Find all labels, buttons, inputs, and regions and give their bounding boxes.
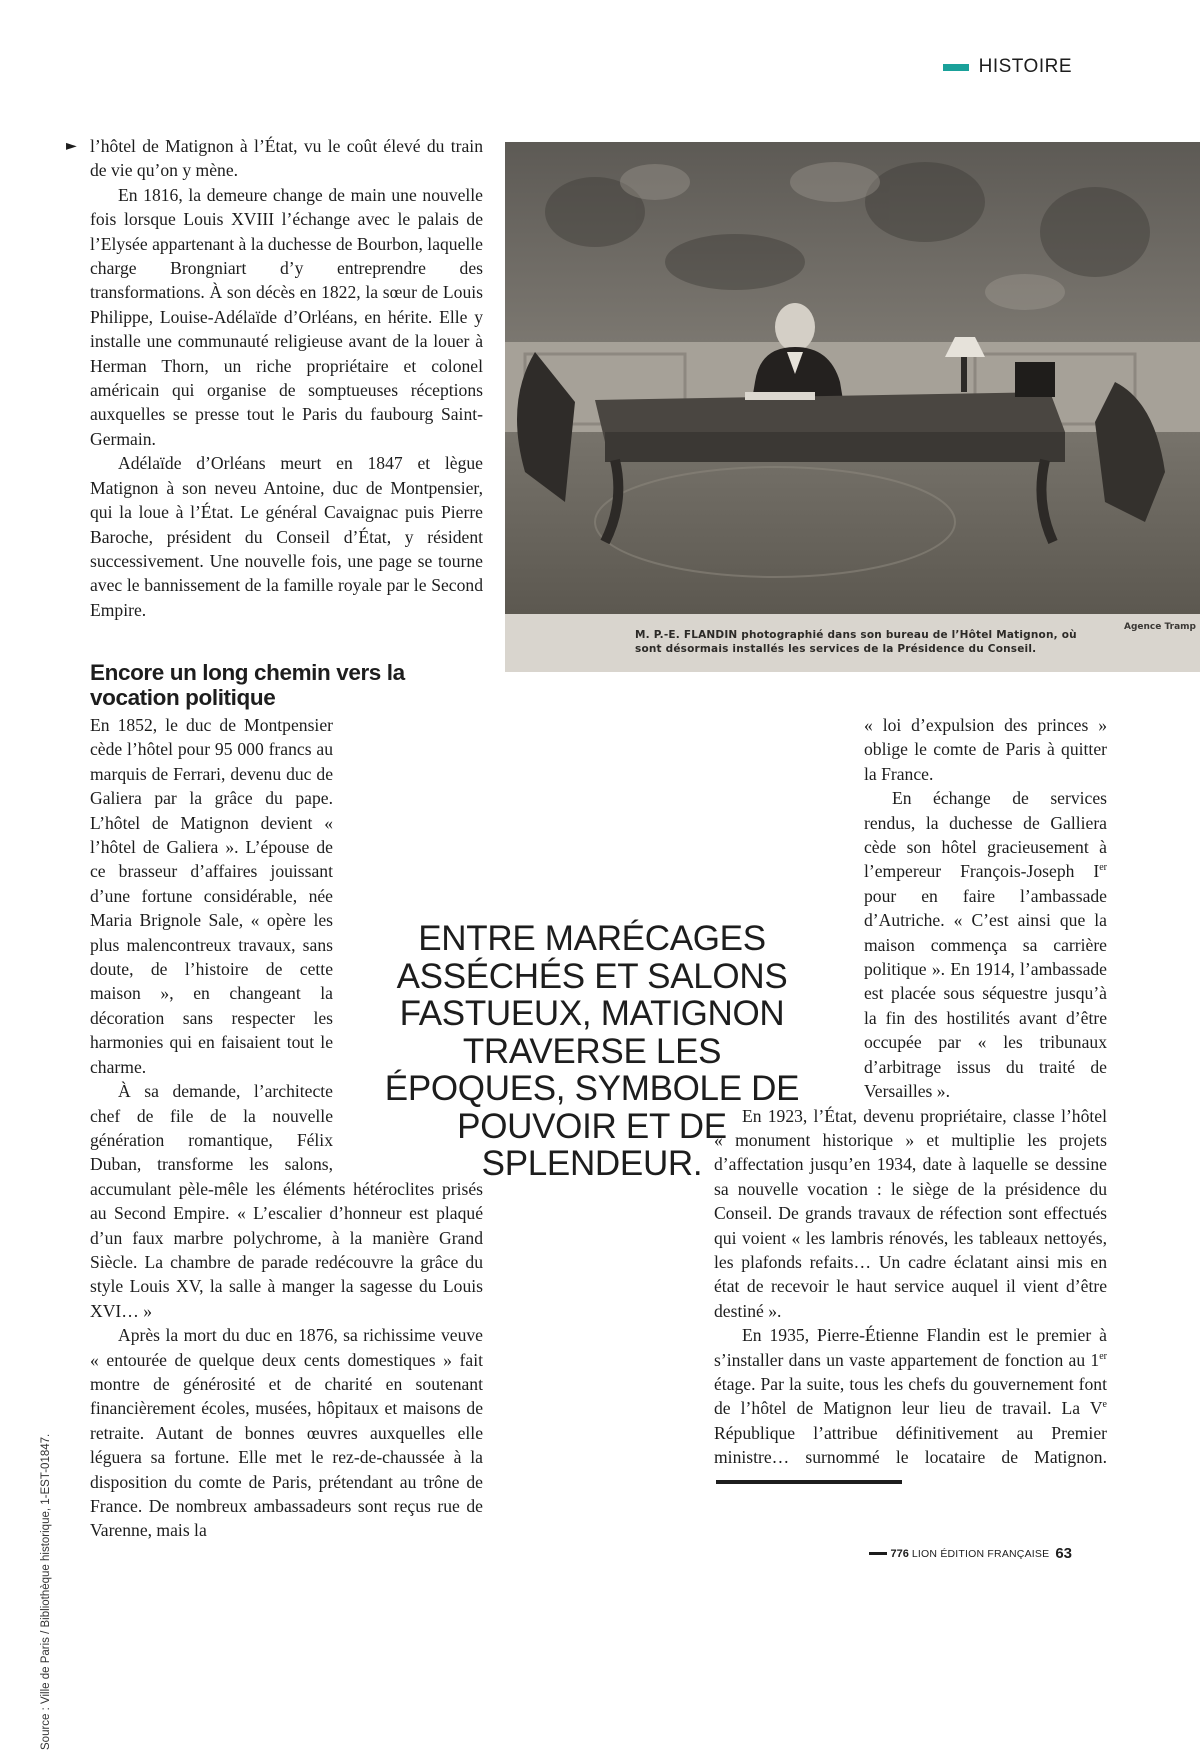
paragraph: « loi d’expulsion des princes » oblige le comte de Paris à quitter la France.: [864, 715, 1107, 784]
photo-credit: Source : Ville de Paris / Bibliothèque historique, 1-EST-01847.: [40, 1433, 52, 1750]
office-photo-illustration: [505, 142, 1200, 672]
publication-name: LION ÉDITION FRANÇAISE: [911, 1547, 1050, 1560]
paragraph: En 1852, le duc de Montpensier cède l’hôtel pour 95 000 francs au marquis de Ferrari, devenu duc de Galiera par la grâce du pape. L’hôtel de Matignon devient « l’hôtel de Galiera ». L’épouse de ce brasseur d’affaires jouissant d’une fortune considérable, née Maria Brignole Sale, « opère les plus malencontreux travaux, sans doute, de l’histoire de cette maison », en changeant la décoration sans respecter les harmonies qui en faisaient tout le charme.: [90, 715, 333, 1077]
page-footer: [869, 1545, 1072, 1562]
paragraph: En échange de services rendus, la duchesse de Galliera cède son hôtel gracieusement à l’empereur François-Joseph Ier pour en faire l’ambassade d’Autriche. « C’est ainsi que la maison commença sa carrière politique ». En 1914, l’ambassade est placée sous séquestre jusqu’à la fin des hostilités avant d’être occupée par « les tribunaux d’arbitrage issus du traité de Versailles ».: [864, 788, 1107, 1102]
section-tag: [943, 56, 1072, 78]
photo-agency: Agence Tramp: [1124, 622, 1196, 632]
subheading: Encore un long chemin vers la vocation politique: [90, 660, 405, 710]
footer-dash: [869, 1552, 887, 1555]
continuation-arrow-icon: ►: [66, 138, 77, 154]
article-column-1: [90, 134, 483, 622]
paragraph: En 1923, l’État, devenu propriétaire, classe l’hôtel « monument historique » et multiplie les projets d’affectation jusqu’en 1934, date à laquelle se dessine sa nouvelle vocation : le siège de la présidence du Conseil. De grands travaux de réfection sont effectués qui voient « les lambris rénovés, les tableaux nettoyés, les plafonds refaits… Un cadre éclatant ainsi mis en état de recevoir le haut service auquel il vient d’être destiné ».: [714, 1105, 1107, 1321]
issue-number: 776: [890, 1547, 909, 1560]
end-of-article-rule: [716, 1480, 902, 1484]
paragraph: À sa demande, l’architecte chef de file de la nouvelle génération romantique, Félix Duban, transforme les salons, accumulant pèle-mêle les éléments hétéroclites prisés au Second Empire. « L’escalier d’honneur est plaqué d’un faux marbre polychrome, à la manière Grand Siècle. La chambre de parade redécouvre la grâce du style Louis XV, la salle à manger la sagesse du Louis XVI… »: [90, 1081, 483, 1321]
paragraph: Après la mort du duc en 1876, sa richissime veuve « entourée de quelque deux cents domestiques » fait montre de générosité et de charité en soutenant financièrement écoles, musées, hôpitaux et maisons de retraite. Autant de bonnes œuvres auxquelles elle léguera sa fortune. Elle met le rez-de-chaussée à la disposition du comte de Paris, prétendant au trône de France. De nombreux ambassadeurs sont reçus rue de Varenne, mais la: [90, 1325, 483, 1541]
section-label: HISTOIRE: [978, 56, 1072, 77]
pullquote: ENTRE MARÉCAGES ASSÉCHÉS ET SALONS FASTUEUX, MATIGNON TRAVERSE LES ÉPOQUES, SYMBOLE DE POUVOIR ET DE SPLENDEUR.: [384, 919, 800, 1183]
paragraph: l’hôtel de Matignon à l’État, vu le coût élevé du train de vie qu’on y mène.: [90, 136, 483, 181]
archive-photo: [505, 142, 1200, 672]
section-accent-bar: [943, 64, 969, 71]
paragraph: Adélaïde d’Orléans meurt en 1847 et lègue Matignon à son neveu Antoine, duc de Montpensier, qui la loue à l’État. Le général Cavaignac puis Pierre Baroche, président du Conseil d’État, y résident successivement. Une nouvelle fois, une page se tourne avec le bannissement de la famille royale par le Second Empire.: [90, 453, 483, 620]
page-number: 63: [1055, 1545, 1072, 1562]
photo-caption: M. P.-E. FLANDIN photographié dans son bureau de l’Hôtel Matignon, où sont désormais installés les services de la Présidence du Conseil.: [635, 629, 1077, 655]
paragraph: En 1935, Pierre-Étienne Flandin est le premier à s’installer dans un vaste appartement de fonction au 1er étage. Par la suite, tous les chefs du gouvernement font de l’hôtel de Matignon leur lieu de travail. La Ve République l’attribue définitivement au Premier ministre… surnommé le locataire de Matignon.: [714, 1323, 1107, 1494]
paragraph: En 1816, la demeure change de main une nouvelle fois lorsque Louis XVIII l’échange avec le palais de l’Elysée appartenant à la duchesse de Bourbon, laquelle charge Brongniart d’y entreprendre des transformations. À son décès en 1822, la sœur de Louis Philippe, Louise-Adélaïde d’Orléans, en hérite. Elle y installe une communauté religieuse avant de la louer à Herman Thorn, un riche propriétaire et colonel américain qui organise de somptueuses réceptions auxquelles se presse tout le Paris du faubourg Saint-Germain.: [90, 184, 483, 449]
telephone: [1015, 362, 1055, 397]
caption-strip: [505, 614, 1200, 672]
